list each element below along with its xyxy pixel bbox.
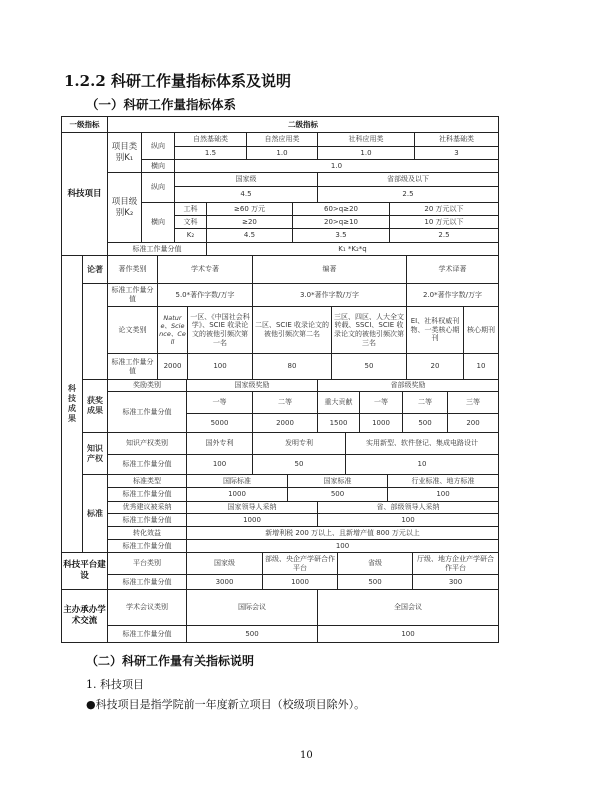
table-cell: 1000 bbox=[359, 413, 403, 433]
table-cell: 300 bbox=[412, 574, 499, 590]
table-cell: 厅级、地方企业产学研合作平台 bbox=[412, 552, 499, 575]
category-achievements: 科技成果 bbox=[61, 255, 83, 553]
table-cell: 3.0*著作字数/万字 bbox=[252, 283, 407, 307]
table-cell: 发明专利 bbox=[252, 432, 346, 455]
table-cell: 一区、《中国社会科学》、SCIE 收录论文的被他引频次第一名 bbox=[187, 306, 253, 354]
table-cell: 1.0 bbox=[174, 159, 499, 173]
table-cell: 标准工作量分值 bbox=[107, 454, 187, 475]
table-cell: 三区、四区、人大全文转载、SSCI、SCIE 收录论文的被他引频次第三名 bbox=[331, 306, 407, 354]
table-cell: 500 bbox=[402, 413, 448, 433]
table-cell: 国家级 bbox=[186, 552, 263, 575]
table-cell: 重大贡献 bbox=[317, 391, 360, 414]
table-cell: 2000 bbox=[157, 353, 188, 380]
table-cell: ≥60 万元 bbox=[206, 202, 293, 216]
table-cell: 新增利税 200 万以上、且新增产值 800 万元以上 bbox=[186, 526, 499, 540]
table-cell: 文科 bbox=[174, 215, 207, 229]
table-cell: 1000 bbox=[262, 574, 338, 590]
table-cell: 一等 bbox=[186, 391, 253, 414]
table-cell: 知识产权类别 bbox=[107, 432, 187, 455]
table-cell: 5.0*著作字数/万字 bbox=[157, 283, 253, 307]
table-cell: 二等 bbox=[252, 391, 318, 414]
table-cell: 3.5 bbox=[292, 228, 390, 243]
horizontal-label: 横向 bbox=[141, 159, 175, 173]
table-cell: 50 bbox=[252, 454, 346, 475]
table-cell: 学术专著 bbox=[157, 255, 253, 284]
table-cell: 行业标准、地方标准 bbox=[387, 474, 499, 488]
subsection-title-2: （二）科研工作量有关指标说明 bbox=[86, 654, 255, 668]
empty-cell bbox=[82, 283, 108, 380]
table-cell: 学术译著 bbox=[406, 255, 499, 284]
table-cell: K₂ bbox=[174, 228, 207, 243]
table-cell: 20 万元以下 bbox=[389, 202, 499, 216]
table-cell: 全国会议 bbox=[317, 589, 499, 626]
table-cell: 实用新型、软件登记、集成电路设计 bbox=[345, 432, 499, 455]
horizontal-label: 横向 bbox=[141, 202, 175, 243]
table-cell: 标准工作量分值 bbox=[107, 353, 158, 380]
table-cell: 优秀建议被采纳 bbox=[107, 501, 187, 514]
table-cell: Nature、Science、Cell bbox=[157, 306, 188, 354]
table-cell: ≥20 bbox=[206, 215, 293, 229]
table-cell: 二区、SCIE 收录论文的被他引频次第二名 bbox=[252, 306, 332, 354]
table-cell: 标准工作量分值 bbox=[107, 513, 187, 527]
table-cell: 部级、央企产学研合作平台 bbox=[262, 552, 338, 575]
table-cell: 200 bbox=[447, 413, 499, 433]
project-level-label: 项目级别K₂ bbox=[107, 172, 142, 243]
table-cell: 社科应用类 bbox=[317, 132, 415, 147]
table-cell: 标准工作量分值 bbox=[107, 242, 207, 256]
table-cell: 国家领导人采纳 bbox=[186, 501, 318, 514]
table-cell: 国家级奖励 bbox=[186, 379, 318, 392]
category-platform: 科技平台建设 bbox=[61, 552, 108, 590]
table-cell: 国家标准 bbox=[287, 474, 388, 488]
table-cell: 著作类别 bbox=[107, 255, 158, 284]
table-cell: 10 bbox=[463, 353, 499, 380]
table-cell: 标准工作量分值 bbox=[107, 539, 187, 553]
table-cell: 国际标准 bbox=[186, 474, 288, 488]
table-cell: 国外专利 bbox=[186, 432, 253, 455]
section-heading: 1.2.2 科研工作量指标体系及说明 bbox=[64, 72, 291, 90]
table-cell: 1.0 bbox=[317, 146, 415, 160]
table-cell: 自然应用类 bbox=[246, 132, 318, 147]
header-level1: 一级指标 bbox=[61, 116, 108, 133]
table-cell: 100 bbox=[317, 625, 499, 643]
table-cell: 国家级 bbox=[174, 172, 318, 187]
table-cell: 省、部级领导人采纳 bbox=[317, 501, 499, 514]
category-projects: 科技项目 bbox=[61, 132, 108, 256]
table-cell: 平台类别 bbox=[107, 552, 187, 575]
table-cell: 4.5 bbox=[174, 186, 318, 203]
vertical-label: 纵向 bbox=[141, 172, 175, 203]
table-cell: 国际会议 bbox=[186, 589, 318, 626]
vertical-label: 纵向 bbox=[141, 132, 175, 160]
table-cell: 省部级及以下 bbox=[317, 172, 499, 187]
table-cell: 2.0*著作字数/万字 bbox=[406, 283, 499, 307]
table-cell: 2.5 bbox=[317, 186, 499, 203]
project-category-label: 项目类别K₁ bbox=[107, 132, 142, 173]
table-cell: 10 bbox=[345, 454, 499, 475]
works-label: 论著 bbox=[82, 255, 108, 284]
table-cell: 4.5 bbox=[206, 228, 293, 243]
table-cell: 1000 bbox=[186, 513, 318, 527]
table-cell: 一等 bbox=[359, 391, 403, 414]
table-cell: 500 bbox=[186, 625, 318, 643]
table-cell: 1.0 bbox=[246, 146, 318, 160]
table-cell: 20 bbox=[406, 353, 464, 380]
standards-label: 标准 bbox=[82, 474, 108, 553]
table-cell: 核心期刊 bbox=[463, 306, 499, 354]
table-cell: 论文类别 bbox=[107, 306, 158, 354]
table-cell: 标准类型 bbox=[107, 474, 187, 488]
ip-label: 知识产权 bbox=[82, 432, 108, 475]
table-cell: 二等 bbox=[402, 391, 448, 414]
table-cell: 1500 bbox=[317, 413, 360, 433]
table-cell: EI、社科权威刊物、一类核心期刊 bbox=[406, 306, 464, 354]
table-cell: 转化效益 bbox=[107, 526, 187, 540]
table-cell: 学术会议类别 bbox=[107, 589, 187, 626]
table-cell: 80 bbox=[252, 353, 332, 380]
table-cell: 100 bbox=[186, 539, 499, 553]
table-cell: 10 万元以下 bbox=[389, 215, 499, 229]
table-cell: 20>q≥10 bbox=[292, 215, 390, 229]
table-cell: 100 bbox=[317, 513, 499, 527]
page-number: 10 bbox=[300, 750, 313, 761]
table-cell: K₁ *K₂*q bbox=[206, 242, 499, 256]
header-level2: 二级指标 bbox=[107, 116, 499, 133]
category-conference: 主办承办学术交流 bbox=[61, 589, 108, 643]
table-cell: 标准工作量分值 bbox=[107, 487, 187, 502]
awards-label: 获奖成果 bbox=[82, 379, 108, 433]
table-cell: 500 bbox=[287, 487, 388, 502]
table-cell: 2.5 bbox=[389, 228, 499, 243]
subsection-title-1: （一）科研工作量指标体系 bbox=[86, 97, 237, 112]
table-cell: 省部级奖励 bbox=[317, 379, 499, 392]
table-cell: 编著 bbox=[252, 255, 407, 284]
table-cell: 3 bbox=[414, 146, 499, 160]
table-cell: 奖励类别 bbox=[107, 379, 187, 392]
table-cell: 5000 bbox=[186, 413, 253, 433]
table-cell: 2000 bbox=[252, 413, 318, 433]
table-cell: 标准工作量分值 bbox=[107, 574, 187, 590]
table-cell: 工科 bbox=[174, 202, 207, 216]
table-cell: 社科基础类 bbox=[414, 132, 499, 147]
paragraph: ●科技项目是指学院前一年度新立项目（校级项目除外）。 bbox=[86, 698, 366, 711]
table-cell: 省级 bbox=[337, 552, 413, 575]
table-cell: 100 bbox=[387, 487, 499, 502]
table-cell: 1000 bbox=[186, 487, 288, 502]
table-cell: 1.5 bbox=[174, 146, 247, 160]
table-cell: 50 bbox=[331, 353, 407, 380]
list-item-heading: 1. 科技项目 bbox=[86, 678, 144, 691]
table-cell: 100 bbox=[187, 353, 253, 380]
table-cell: 标准工作量分值 bbox=[107, 283, 158, 307]
table-cell: 标准工作量分值 bbox=[107, 625, 187, 643]
table-cell: 100 bbox=[186, 454, 253, 475]
table-cell: 标准工作量分值 bbox=[107, 391, 187, 433]
table-cell: 3000 bbox=[186, 574, 263, 590]
table-cell: 三等 bbox=[447, 391, 499, 414]
table-cell: 500 bbox=[337, 574, 413, 590]
table-cell: 60>q≥20 bbox=[292, 202, 390, 216]
table-cell: 自然基础类 bbox=[174, 132, 247, 147]
